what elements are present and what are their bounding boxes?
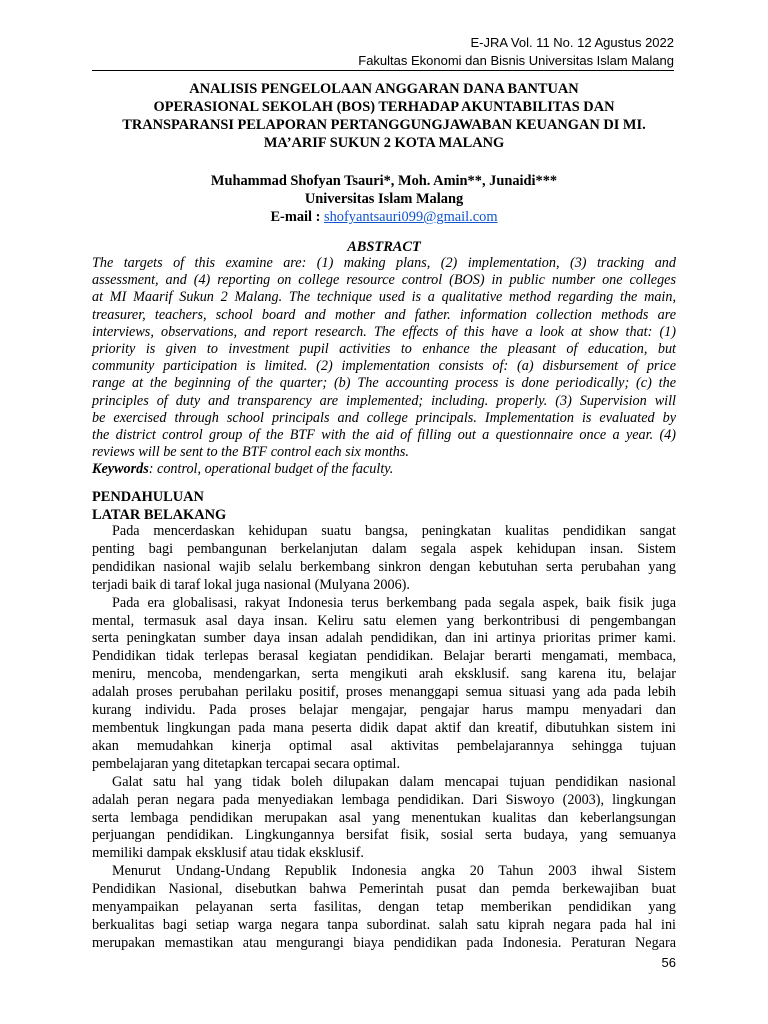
body-line: terjadi baik di taraf lokal juga nasional (Mulyana 2006). [92, 576, 410, 593]
keywords-text: : control, operational budget of the faculty. [148, 461, 394, 478]
email-row [92, 208, 676, 226]
keywords-line [92, 461, 676, 478]
title-line: TRANSPARANSI PELAPORAN PERTANGGUNGJAWABAN KEUANGAN DI MI. [122, 117, 646, 133]
section-headings [92, 488, 676, 524]
body-line: perjuangan pendidikan. Lingkungannya bersifat fisik, sosial serta budaya, yang semuanya [92, 827, 676, 844]
body-line: meniru, mencoba, mendengarkan, serta mengikuti arah eksklusif. sang karena itu, belajar [92, 666, 676, 683]
running-header [358, 34, 674, 70]
abstract-line: at MI Maarif Sukun 2 Malang. The technique used is a qualitative method regarding the main, [92, 289, 676, 306]
abstract-line: assessment, and (4) reporting on college resource control (BOS) in public number one colleges [92, 272, 676, 289]
author-names: Muhammad Shofyan Tsauri*, Moh. Amin**, Junaidi*** [210, 173, 558, 189]
body-line: merupakan memastikan atau mengurangi biaya pendidikan pada Indonesia. Peraturan Negara [92, 934, 676, 951]
body-line: pembelajaran yang ditetapkan tercapai secara optimal. [92, 755, 401, 772]
body-line: mental, termasuk asal daya insan. Keliru satu elemen yang berkontribusi di pengembangan [92, 612, 676, 629]
abstract-line: treasurer, teachers, school board and mother and father. information collection methods are [92, 306, 676, 323]
body-line: penting bagi pembangunan berkelanjutan dalam segala aspek kehidupan insan. Sistem [92, 540, 676, 557]
abstract-body [92, 255, 676, 479]
faculty-name: Fakultas Ekonomi dan Bisnis Universitas Islam Malang [358, 53, 674, 68]
body-line: Pada era globalisasi, rakyat Indonesia terus berkembang pada segala aspek, baik fisik juga [112, 594, 676, 611]
email-link[interactable]: shofyantsauri099@gmail.com [324, 209, 498, 225]
body-line: Pendidikan Nasional, disebutkan bahwa Pemerintah pusat dan pemda berkewajiban buat [92, 881, 676, 898]
abstract-heading: ABSTRACT [347, 239, 421, 255]
body-line: pendidikan nasional wajib selalu berkembang sinkron dengan kebutuhan serta perubahan yang [92, 558, 676, 575]
body-line: berkualitas bagi setiap warga negara tanpa subordinat. salah satu kiprah negara pada hal ini [92, 916, 676, 933]
title-line: OPERASIONAL SEKOLAH (BOS) TERHADAP AKUNTABILITAS DAN [153, 99, 615, 115]
abstract-line: reviews will be sent to the BTF control each six months. [92, 444, 409, 461]
body-line: akan memudahkan kinerja optimal asal aktivitas pembelajarannya sehingga tujuan [92, 737, 676, 754]
abstract-line: interviews, observations, and report research. The effects of this have a look at show that: (1) [92, 323, 676, 340]
header-rule [92, 70, 674, 71]
abstract-line: be exercised through school principals and college principals. Implementation is evaluated by [92, 409, 676, 426]
body-text [92, 523, 676, 953]
body-line: Galat satu hal yang tidak boleh dilupakan dalam mencapai tujuan pendidikan nasional [112, 773, 676, 790]
subsection-heading: LATAR BELAKANG [92, 507, 227, 523]
body-line: adalah proses perubahan perilaku positif, proses menanggapi semua situasi yang ada pada lebih [92, 684, 676, 701]
journal-issue: E-JRA Vol. 11 No. 12 Agustus 2022 [470, 35, 674, 50]
abstract-line: range at the beginning of the quarter; (b) The accounting process is done periodically; (c) the [92, 375, 676, 392]
body-line: memiliki dampak eksklusif atau tidak eksklusif. [92, 845, 364, 862]
body-line: menyampaikan pelayanan serta fasilitas, dengan tetap memberikan pendidikan yang [92, 899, 676, 916]
body-line: adalah peran negara pada menyediakan lembaga pendidikan. Dari Siswoyo (2003), lingkungan [92, 791, 676, 808]
body-line: Pendidikan tidak terlepas berasal kegiatan pendidikan. Belajar berarti mengamati, membaca, [92, 648, 676, 665]
paper-title [92, 80, 676, 152]
email-label: E-mail : [270, 209, 325, 225]
author-block [92, 172, 676, 226]
body-line: Pada mencerdaskan kehidupan suatu bangsa, peningkatan kualitas pendidikan sangat [112, 523, 676, 539]
abstract-line: the district control group of the BTF with the aid of filling out a questionnaire once a year. (4) [92, 427, 676, 444]
author-affiliation: Universitas Islam Malang [304, 191, 464, 207]
body-line: kurang individu. Pada proses belajar mengajar, pengajar harus mampu menyadari dan [92, 702, 676, 719]
page-number: 56 [661, 955, 676, 970]
title-line: ANALISIS PENGELOLAAN ANGGARAN DANA BANTUAN [189, 81, 579, 97]
title-line: MA’ARIF SUKUN 2 KOTA MALANG [263, 135, 505, 151]
abstract-line: The targets of this examine are: (1) making plans, (2) implementation, (3) tracking and [92, 255, 676, 271]
body-line: membentuk lingkungan pada mana peserta didik dapat aktif dan kreatif, dibutuhkan sistem ini [92, 719, 676, 736]
abstract-line: community participation is limited. (2) implementation consists of: (a) disbursement of price [92, 358, 676, 375]
body-line: serta peningkatan sumber daya insan adalah pendidikan, dan ini artinya prioritas primer kami. [92, 630, 676, 647]
section-heading: PENDAHULUAN [92, 489, 204, 505]
body-line: Menurut Undang-Undang Republik Indonesia angka 20 Tahun 2003 ihwal Sistem [112, 863, 676, 880]
keywords-label: Keywords [92, 461, 149, 478]
abstract-line: priority is given to investment pupil activities to enhance the pleasant of education, but [92, 341, 676, 358]
abstract-line: principles of duty and transparency are implemented; including. properly. (3) Supervision will [92, 392, 676, 409]
body-line: serta lembaga pendidikan merupakan asal yang menentukan kualitas dan keberlangsungan [92, 809, 676, 826]
